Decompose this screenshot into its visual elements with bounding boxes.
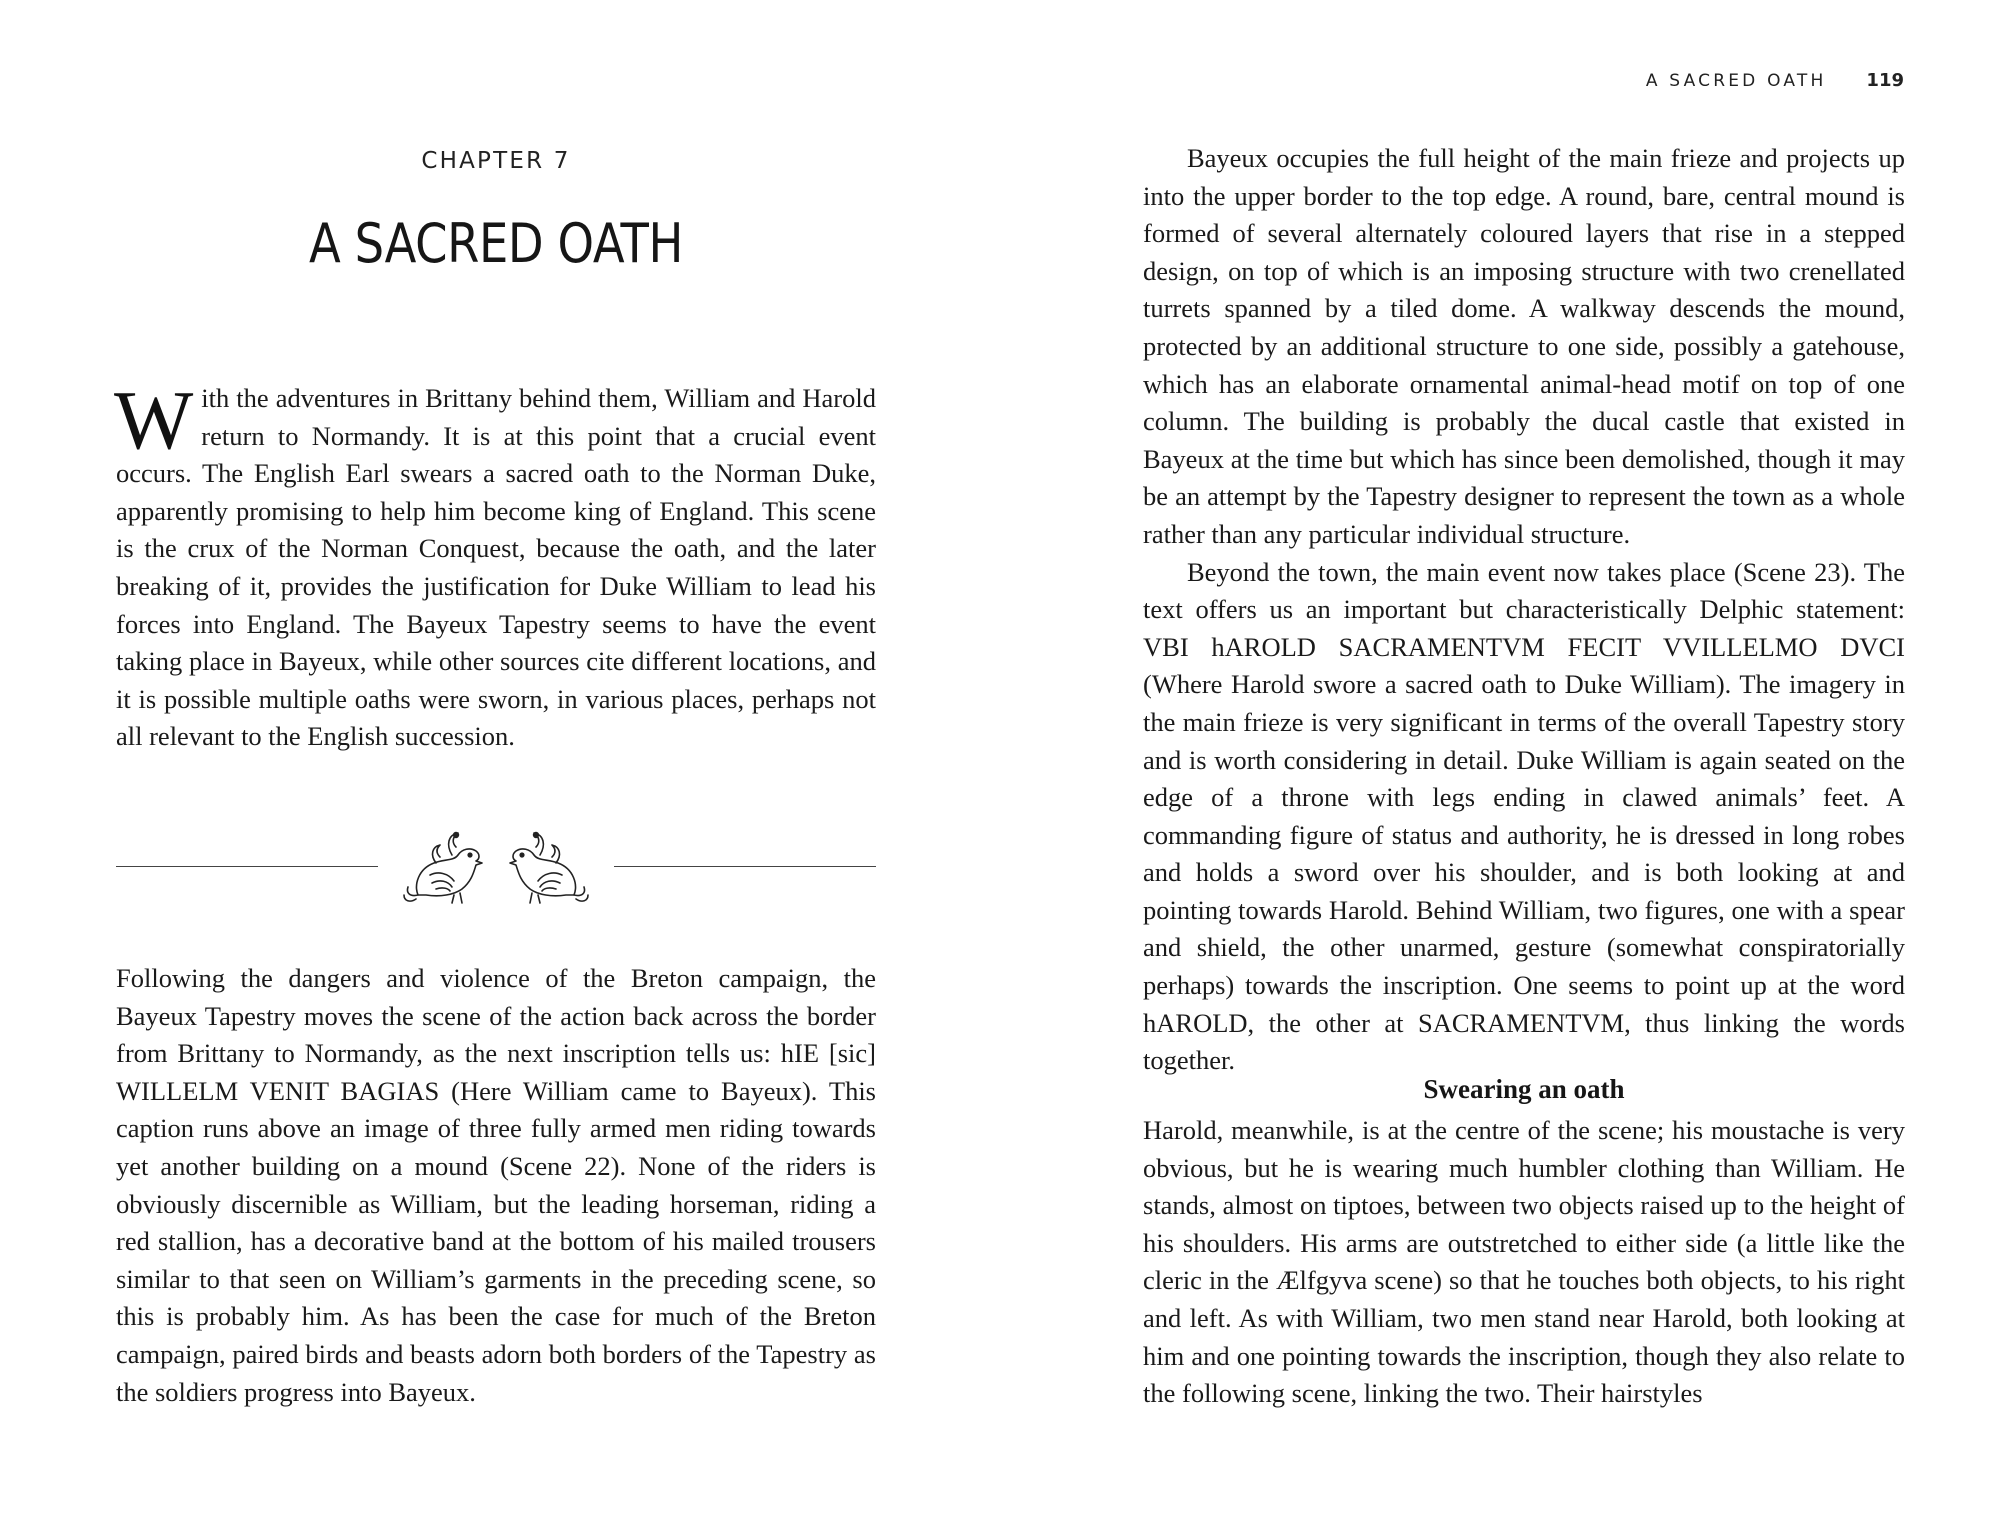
chapter-title: A SACRED OATH bbox=[309, 212, 683, 275]
second-section bbox=[116, 960, 876, 1411]
page-number: 119 bbox=[1866, 70, 1904, 91]
right-paragraph-1: Bayeux occupies the full height of the main frieze and projects up into the upper border to the top edge. A round, bare, central mound is formed of several alternately coloured layers that rise in a stepped design, on top of which is an imposing structure with two crenellated turrets spanned by a tiled dome. A walkway descends the mound, protected by an additional structure to one side, possibly a gatehouse, which has an elaborate ornamental animal-head motif on top of one column. The building is probably the ducal castle that existed in Bayeux at the time but which has since been demolished, though it may be an attempt by the Tapestry designer to represent the town as a whole rather than any particular individual structure. bbox=[1143, 143, 1905, 549]
second-paragraph: Following the dangers and violence of the Breton campaign, the Bayeux Tapestry moves the scene of the action back across the border from Brittany to Normandy, as the next inscription tells us: hIE [sic] WILLELM VENIT BAGIAS (Here William came to Bayeux). This caption runs above an image of three fully armed men riding towards yet another building on a mound (Scene 22). None of the riders is obviously discernible as William, but the leading horseman, riding a red stallion, has a decorative band at the bottom of his mailed trousers similar to that seen on William’s garments in the preceding scene, so this is probably him. As has been the case for much of the Breton campaign, paired birds and beasts adorn both borders of the Tapestry as the soldiers progress into Bayeux. bbox=[116, 963, 876, 1407]
right-bottom-section bbox=[1143, 1112, 1905, 1413]
drop-cap: W bbox=[114, 374, 194, 467]
paired-birds-icon bbox=[396, 825, 596, 905]
ornament-rule-left bbox=[116, 866, 378, 867]
section-subheading: Swearing an oath bbox=[1423, 1074, 1625, 1104]
opening-paragraph-text: ith the adventures in Brittany behind them, William and Harold return to Normandy. It is at this point that a crucial event occurs. The English Earl swears a sacred oath to the Norman Duke, apparently promising to help him become king of England. This scene is the crux of the Norman Conquest, because the oath, and the later breaking of it, provides the justification for Duke William to lead his forces into England. The Bayeux Tapestry seems to have the event taking place in Bayeux, while other sources cite different locations, and it is possible multiple oaths were sworn, in various places, perhaps not all relevant to the English succession. bbox=[116, 383, 876, 752]
right-top-section bbox=[1143, 140, 1905, 1080]
opening-section bbox=[114, 374, 876, 756]
right-paragraph-3: Harold, meanwhile, is at the centre of the scene; his moustache is very obvious, but he is wearing much humbler clothing than William. He stands, almost on tiptoes, between two objects raised up to the height of his shoulders. His arms are outstretched to either side (a little like the cleric in the Ælfgyva scene) so that he touches both objects, to his right and left. As with William, two men stand near Harold, both looking at him and one pointing towards the inscription, though they also relate to the following scene, linking the two. Their hairstyles bbox=[1143, 1115, 1905, 1409]
running-head bbox=[1646, 70, 1904, 91]
section-break-ornament bbox=[116, 825, 876, 905]
running-head-title: A SACRED OATH bbox=[1645, 71, 1827, 91]
chapter-label: CHAPTER 7 bbox=[421, 148, 571, 174]
ornament-rule-right bbox=[614, 866, 876, 867]
right-paragraph-2: Beyond the town, the main event now takes place (Scene 23). The text offers us an important but characteristically Delphic statement: VBI hAROLD SACRAMENTVM FECIT VVILLELMO DVCI (Where Harold swore a sacred oath to Duke William). The imagery in the main frieze is very significant in terms of the overall Tapestry story and is worth considering in detail. Duke William is again seated on the edge of a throne with legs ending in clawed animals’ feet. A commanding figure of status and authority, he is dressed in long robes and holds a sword over his shoulder, and is both looking at and pointing towards Harold. Behind William, two figures, one with a spear and shield, the other unarmed, gesture (somewhat conspiratorially perhaps) towards the inscription. One seems to point up at the word hAROLD, the other at SACRAMENTVM, thus linking the words together. bbox=[1143, 556, 1905, 1076]
right-page bbox=[1000, 0, 2000, 1535]
opening-paragraph bbox=[114, 374, 876, 756]
